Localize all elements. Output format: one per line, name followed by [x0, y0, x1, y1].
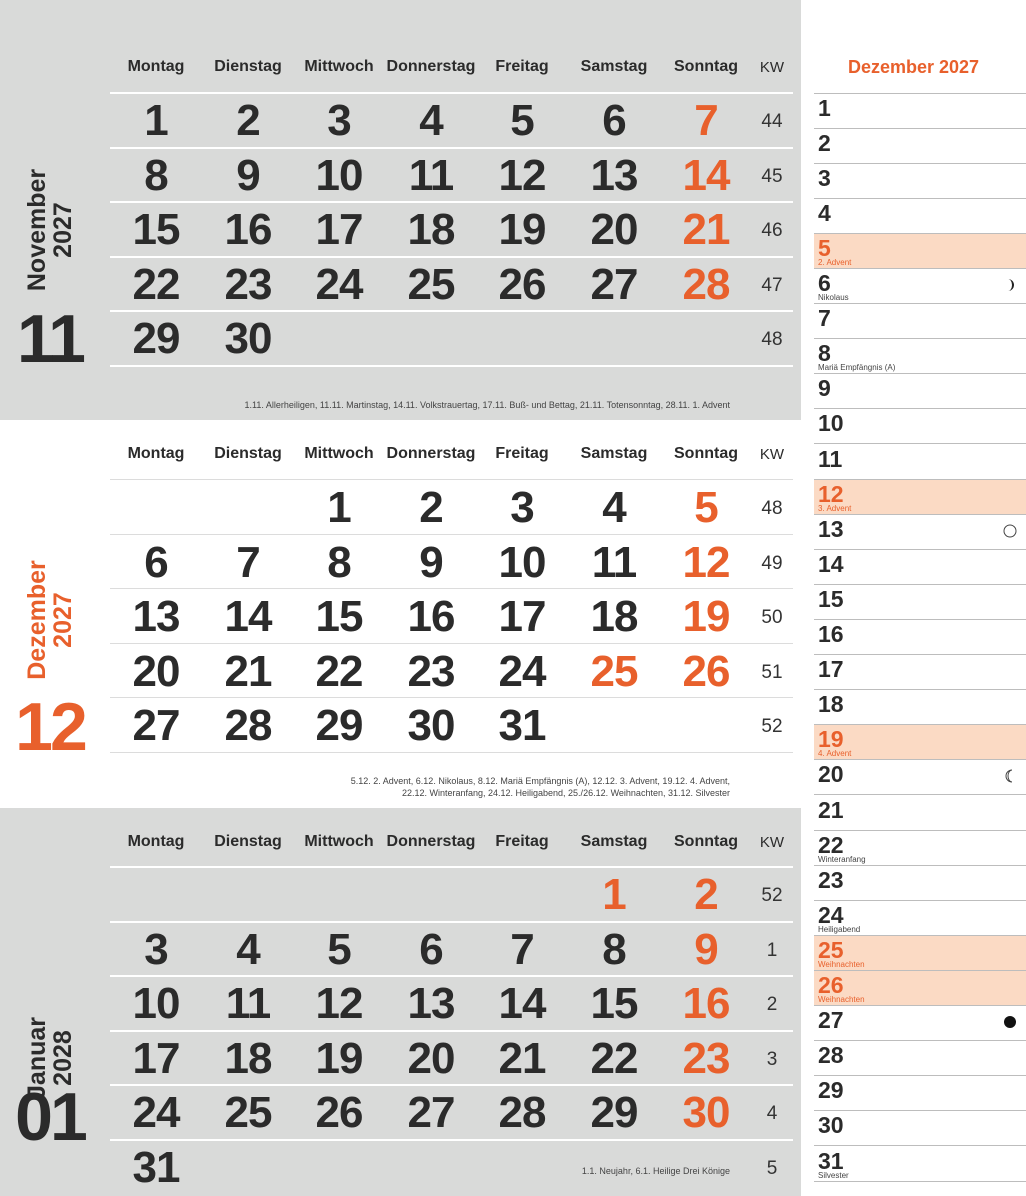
day-cell[interactable]: 31 [498, 701, 546, 751]
day-cell[interactable]: 29 [315, 701, 363, 751]
weekday-header: Samstag [580, 445, 648, 462]
strip-day-number: 27 [818, 1007, 844, 1034]
strip-day-row[interactable] [814, 620, 1026, 655]
weekday-header: Montag [127, 833, 185, 850]
day-cell[interactable]: 29 [590, 1088, 638, 1138]
day-cell[interactable]: 2 [236, 96, 260, 145]
week-divider [110, 1084, 793, 1086]
month-side-label [0, 808, 100, 1196]
strip-day-row[interactable] [814, 831, 1026, 866]
day-cell[interactable]: 23 [407, 646, 455, 696]
weekday-header: Freitag [495, 445, 549, 462]
day-cell[interactable]: 1 [602, 870, 626, 919]
day-cell[interactable]: 5 [694, 483, 718, 532]
day-cell[interactable]: 20 [407, 1033, 455, 1083]
kw-header: KW [759, 834, 785, 851]
week-divider [110, 147, 793, 149]
strip-day-number: 13 [818, 515, 844, 542]
month-name-year [24, 169, 76, 291]
strip-day-number: 23 [818, 866, 844, 893]
day-cell[interactable]: 18 [224, 1033, 272, 1083]
week-divider [110, 1139, 793, 1141]
strip-day-note: Nikolaus [818, 293, 849, 302]
strip-title: Dezember 2027 [847, 57, 980, 77]
weekday-header: Montag [127, 445, 185, 462]
day-cell[interactable]: 12 [682, 537, 730, 587]
holidays-note-line: 1.1. Neujahr, 6.1. Heilige Drei Könige [581, 1166, 730, 1176]
weekday-header: Donnerstag [386, 58, 476, 75]
week-number: 2 [766, 994, 778, 1016]
day-cell[interactable]: 11 [408, 150, 454, 200]
day-cell[interactable]: 7 [510, 924, 534, 974]
day-cell[interactable]: 4 [419, 96, 443, 145]
moon-full-icon [1003, 524, 1017, 538]
month-name: November [23, 168, 51, 292]
strip-day-row[interactable] [814, 515, 1026, 550]
day-cell[interactable]: 30 [224, 314, 272, 364]
strip-day-number: 10 [818, 410, 844, 437]
strip-day-note: Mariä Empfängnis (A) [818, 363, 896, 373]
strip-day-row[interactable] [814, 866, 1026, 901]
kw-header: KW [759, 446, 785, 463]
weekday-header: Dienstag [214, 445, 282, 462]
strip-day-row[interactable] [814, 936, 1026, 971]
day-cell[interactable]: 8 [144, 150, 168, 200]
day-cell[interactable]: 22 [315, 646, 363, 696]
holidays-note [582, 1165, 730, 1177]
strip-day-number: 2 [818, 129, 831, 156]
week-divider [110, 921, 793, 923]
day-cell[interactable]: 14 [224, 592, 272, 642]
week-number: 44 [761, 111, 783, 132]
day-cell[interactable]: 25 [224, 1088, 272, 1138]
strip-day-note: Weihnachten [818, 959, 865, 969]
day-cell[interactable]: 10 [315, 150, 363, 200]
strip-day-number: 25 [818, 936, 844, 963]
day-cell[interactable]: 4 [602, 483, 626, 532]
day-cell[interactable]: 22 [132, 259, 180, 309]
strip-day-number: 31 [818, 1147, 844, 1174]
day-cell[interactable]: 19 [498, 205, 546, 255]
strip-day-number: 11 [818, 445, 843, 472]
strip-day-row[interactable] [814, 971, 1026, 1006]
week-divider [110, 256, 793, 258]
day-cell[interactable]: 23 [682, 1033, 730, 1083]
weekday-header: Dienstag [214, 833, 282, 850]
day-cell[interactable]: 31 [132, 1143, 180, 1192]
holidays-note [351, 775, 730, 799]
month-number: 01 [15, 1079, 85, 1155]
strip-day-number: 19 [818, 726, 844, 753]
strip-day-row[interactable] [814, 445, 1026, 480]
week-divider [110, 92, 793, 94]
strip-day-row[interactable] [814, 234, 1026, 269]
strip-day-row[interactable] [814, 655, 1026, 690]
day-cell[interactable]: 7 [694, 96, 718, 145]
strip-day-number: 8 [818, 340, 831, 367]
day-cell[interactable]: 12 [498, 150, 546, 200]
day-cell[interactable]: 6 [419, 924, 443, 974]
week-number: 3 [766, 1048, 778, 1070]
day-cell[interactable]: 24 [498, 646, 546, 696]
strip-day-number: 21 [818, 796, 844, 823]
week-number: 1 [766, 939, 778, 961]
day-cell[interactable]: 18 [590, 592, 638, 642]
weekday-header: Donnerstag [386, 833, 476, 850]
strip-day-number: 20 [818, 761, 844, 788]
strip-day-row[interactable] [814, 304, 1026, 339]
day-cell[interactable]: 8 [327, 537, 351, 587]
day-cell[interactable]: 3 [327, 96, 351, 145]
moon-new-icon [1003, 1015, 1017, 1029]
week-number: 46 [761, 220, 783, 242]
strip-day-number: 7 [818, 305, 831, 332]
strip-day-number: 1 [818, 94, 831, 121]
week-divider [110, 479, 793, 480]
week-number: 45 [761, 165, 783, 187]
weekday-header: Mittwoch [304, 58, 374, 75]
weekday-header: Montag [127, 58, 185, 75]
day-cell[interactable]: 13 [590, 150, 638, 200]
week-number: 4 [766, 1103, 778, 1125]
strip-day-row[interactable] [814, 901, 1026, 936]
strip-day-number: 28 [818, 1042, 844, 1069]
day-cell[interactable]: 25 [590, 646, 638, 696]
day-cell[interactable]: 6 [144, 537, 168, 587]
day-cell[interactable]: 4 [236, 924, 260, 974]
weekday-header: Sonntag [674, 445, 738, 462]
week-number: 52 [761, 716, 783, 738]
weekday-header: Freitag [495, 833, 549, 850]
day-cell[interactable]: 26 [682, 646, 730, 696]
holidays-note-line: 1.11. Allerheiligen, 11.11. Martinstag, 14.11. Volkstrauertag, 17.11. Buß- und Bettag, 21.11. Totensonntag, 28.11. 1. Advent [244, 400, 730, 410]
day-cell[interactable]: 16 [682, 979, 730, 1029]
week-number: 48 [761, 498, 783, 519]
day-cell[interactable]: 15 [315, 592, 363, 642]
strip-day-number: 14 [818, 550, 844, 577]
day-cell[interactable]: 11 [591, 537, 637, 587]
week-divider [110, 697, 793, 698]
december-day-strip [801, 0, 1026, 1196]
weekday-header: Dienstag [214, 58, 282, 75]
weekday-header: Samstag [580, 833, 648, 850]
kw-header: KW [759, 59, 785, 76]
strip-day-row[interactable] [814, 480, 1026, 515]
weekday-header: Freitag [495, 58, 549, 75]
day-cell[interactable]: 8 [602, 924, 626, 974]
strip-day-row[interactable] [814, 339, 1026, 374]
week-number: 49 [761, 552, 783, 574]
week-divider [110, 201, 793, 203]
week-divider [110, 310, 793, 312]
strip-day-row[interactable] [814, 409, 1026, 444]
month-number: 12 [15, 689, 85, 765]
strip-day-row[interactable] [814, 94, 1026, 129]
day-cell[interactable]: 23 [224, 259, 272, 309]
strip-day-note: Silvester [818, 1170, 849, 1180]
month-number: 11 [17, 301, 83, 377]
day-cell[interactable]: 26 [315, 1088, 363, 1138]
week-number: 50 [761, 607, 783, 629]
month-november [0, 0, 801, 420]
day-cell[interactable]: 10 [498, 537, 546, 587]
day-cell[interactable]: 7 [236, 537, 260, 587]
moon-first-quarter-icon [1003, 278, 1017, 292]
day-cell[interactable]: 30 [682, 1088, 730, 1138]
strip-day-row[interactable] [814, 1076, 1026, 1111]
strip-day-number: 24 [818, 901, 844, 928]
month-january [0, 808, 801, 1196]
strip-day-number: 30 [818, 1112, 844, 1139]
day-cell[interactable]: 27 [132, 701, 180, 751]
day-cell[interactable]: 22 [590, 1033, 638, 1083]
weekday-header: Samstag [580, 58, 648, 75]
week-divider [110, 1030, 793, 1032]
strip-day-row[interactable] [814, 1006, 1026, 1041]
day-cell[interactable]: 12 [315, 979, 363, 1029]
strip-day-number: 15 [818, 585, 844, 612]
strip-day-number: 12 [818, 480, 844, 507]
strip-day-number: 3 [818, 164, 831, 191]
day-cell[interactable]: 19 [682, 592, 730, 642]
strip-day-row[interactable] [814, 129, 1026, 164]
strip-day-number: 5 [818, 234, 831, 261]
week-divider [110, 975, 793, 977]
day-cell[interactable]: 9 [236, 150, 260, 200]
day-cell[interactable]: 19 [315, 1033, 363, 1083]
weekday-header: Sonntag [674, 833, 738, 850]
holidays-note [245, 399, 731, 411]
day-cell[interactable]: 5 [327, 924, 351, 974]
day-cell[interactable]: 13 [132, 592, 180, 642]
day-cell[interactable]: 14 [682, 150, 730, 200]
day-cell[interactable]: 17 [315, 205, 363, 255]
day-cell[interactable]: 3 [144, 924, 168, 974]
holidays-note-line: 5.12. 2. Advent, 6.12. Nikolaus, 8.12. Mariä Empfängnis (A), 12.12. 3. Advent, 19.12. 4. Advent, [350, 776, 730, 786]
day-cell[interactable]: 29 [132, 314, 180, 364]
strip-day-number: 26 [818, 972, 844, 998]
strip-day-note: Weihnachten [818, 995, 865, 1004]
day-cell[interactable]: 28 [498, 1088, 546, 1138]
strip-day-note: 3. Advent [818, 503, 852, 513]
day-cell[interactable]: 20 [590, 205, 638, 255]
strip-day-row[interactable] [814, 585, 1026, 620]
week-divider [110, 534, 793, 535]
day-cell[interactable]: 15 [132, 205, 180, 255]
strip-day-row[interactable] [814, 725, 1026, 760]
day-cell[interactable]: 20 [132, 646, 180, 696]
week-divider [110, 643, 793, 644]
day-cell[interactable]: 3 [510, 483, 534, 532]
strip-day-number: 22 [818, 831, 844, 858]
strip-day-row[interactable] [814, 1111, 1026, 1146]
month-year: 2028 [49, 1030, 77, 1086]
month-december [0, 420, 801, 808]
weekday-header: Donnerstag [386, 445, 476, 462]
week-number: 52 [761, 885, 783, 906]
strip-day-row[interactable] [814, 164, 1026, 199]
day-cell[interactable]: 10 [132, 979, 180, 1029]
day-cell[interactable]: 25 [407, 259, 455, 309]
day-cell[interactable]: 16 [224, 205, 272, 255]
strip-day-row[interactable] [814, 796, 1026, 831]
strip-day-number: 18 [818, 691, 844, 718]
month-side-label [0, 0, 100, 420]
strip-day-note: Winteranfang [818, 854, 866, 864]
day-cell[interactable]: 15 [590, 979, 638, 1029]
week-divider [110, 365, 793, 367]
strip-day-number: 17 [818, 656, 844, 683]
strip-day-row[interactable] [814, 269, 1026, 304]
strip-day-row[interactable] [814, 1147, 1026, 1182]
strip-day-note: 4. Advent [818, 749, 852, 759]
strip-day-number: 29 [818, 1077, 844, 1104]
day-cell[interactable]: 21 [224, 646, 272, 696]
day-cell[interactable]: 30 [407, 701, 455, 751]
week-divider [110, 866, 793, 868]
day-cell[interactable]: 16 [407, 592, 455, 642]
day-cell[interactable]: 27 [590, 259, 638, 309]
day-cell[interactable]: 2 [694, 870, 718, 919]
day-cell[interactable]: 17 [498, 592, 546, 642]
week-number: 51 [761, 661, 783, 683]
day-cell[interactable]: 24 [132, 1088, 180, 1138]
day-cell[interactable]: 18 [407, 205, 455, 255]
strip-day-row[interactable] [814, 760, 1026, 795]
weekday-header: Sonntag [674, 58, 738, 75]
holidays-note-line: 22.12. Winteranfang, 24.12. Heiligabend, 25./26.12. Weihnachten, 31.12. Silvester [401, 788, 730, 798]
month-year: 2027 [49, 202, 77, 258]
month-name: Dezember [23, 560, 51, 680]
strip-day-number: 4 [818, 199, 831, 226]
month-year: 2027 [49, 592, 77, 648]
strip-day-row[interactable] [814, 199, 1026, 234]
day-cell[interactable]: 2 [419, 483, 443, 532]
strip-day-number: 16 [818, 621, 844, 647]
day-cell[interactable]: 28 [224, 701, 272, 751]
strip-day-number: 6 [818, 270, 831, 296]
week-number: 48 [761, 329, 783, 351]
day-cell[interactable]: 24 [315, 259, 363, 309]
day-cell[interactable]: 1 [327, 483, 351, 532]
day-cell[interactable]: 9 [694, 924, 718, 974]
strip-day-number: 9 [818, 375, 831, 402]
day-cell[interactable]: 14 [498, 979, 546, 1029]
day-cell[interactable]: 28 [682, 259, 730, 309]
week-divider [110, 752, 793, 753]
month-side-label [0, 420, 100, 808]
strip-day-row[interactable] [814, 1041, 1026, 1076]
day-cell[interactable]: 27 [407, 1088, 455, 1138]
day-cell[interactable]: 21 [498, 1033, 546, 1083]
day-cell[interactable]: 21 [682, 205, 730, 255]
month-name: Januar [23, 1017, 51, 1099]
day-cell[interactable]: 26 [498, 259, 546, 309]
strip-day-row[interactable] [814, 690, 1026, 725]
day-cell[interactable]: 6 [602, 96, 626, 145]
week-divider [110, 588, 793, 589]
day-cell[interactable]: 13 [407, 979, 455, 1029]
day-cell[interactable]: 11 [225, 979, 271, 1029]
day-cell[interactable]: 9 [419, 537, 443, 587]
strip-day-note: Heiligabend [818, 924, 861, 934]
moon-last-quarter-icon [1003, 769, 1017, 783]
strip-day-row[interactable] [814, 374, 1026, 409]
strip-day-note: 2. Advent [818, 257, 852, 267]
day-cell[interactable]: 5 [510, 96, 534, 145]
weekday-header: Mittwoch [304, 833, 374, 850]
week-number: 5 [766, 1158, 778, 1179]
week-number: 47 [761, 274, 783, 296]
strip-day-row[interactable] [814, 550, 1026, 585]
weekday-header: Mittwoch [304, 445, 374, 462]
day-cell[interactable]: 17 [132, 1033, 180, 1083]
day-cell[interactable]: 1 [144, 96, 168, 145]
month-name-year [24, 560, 76, 680]
